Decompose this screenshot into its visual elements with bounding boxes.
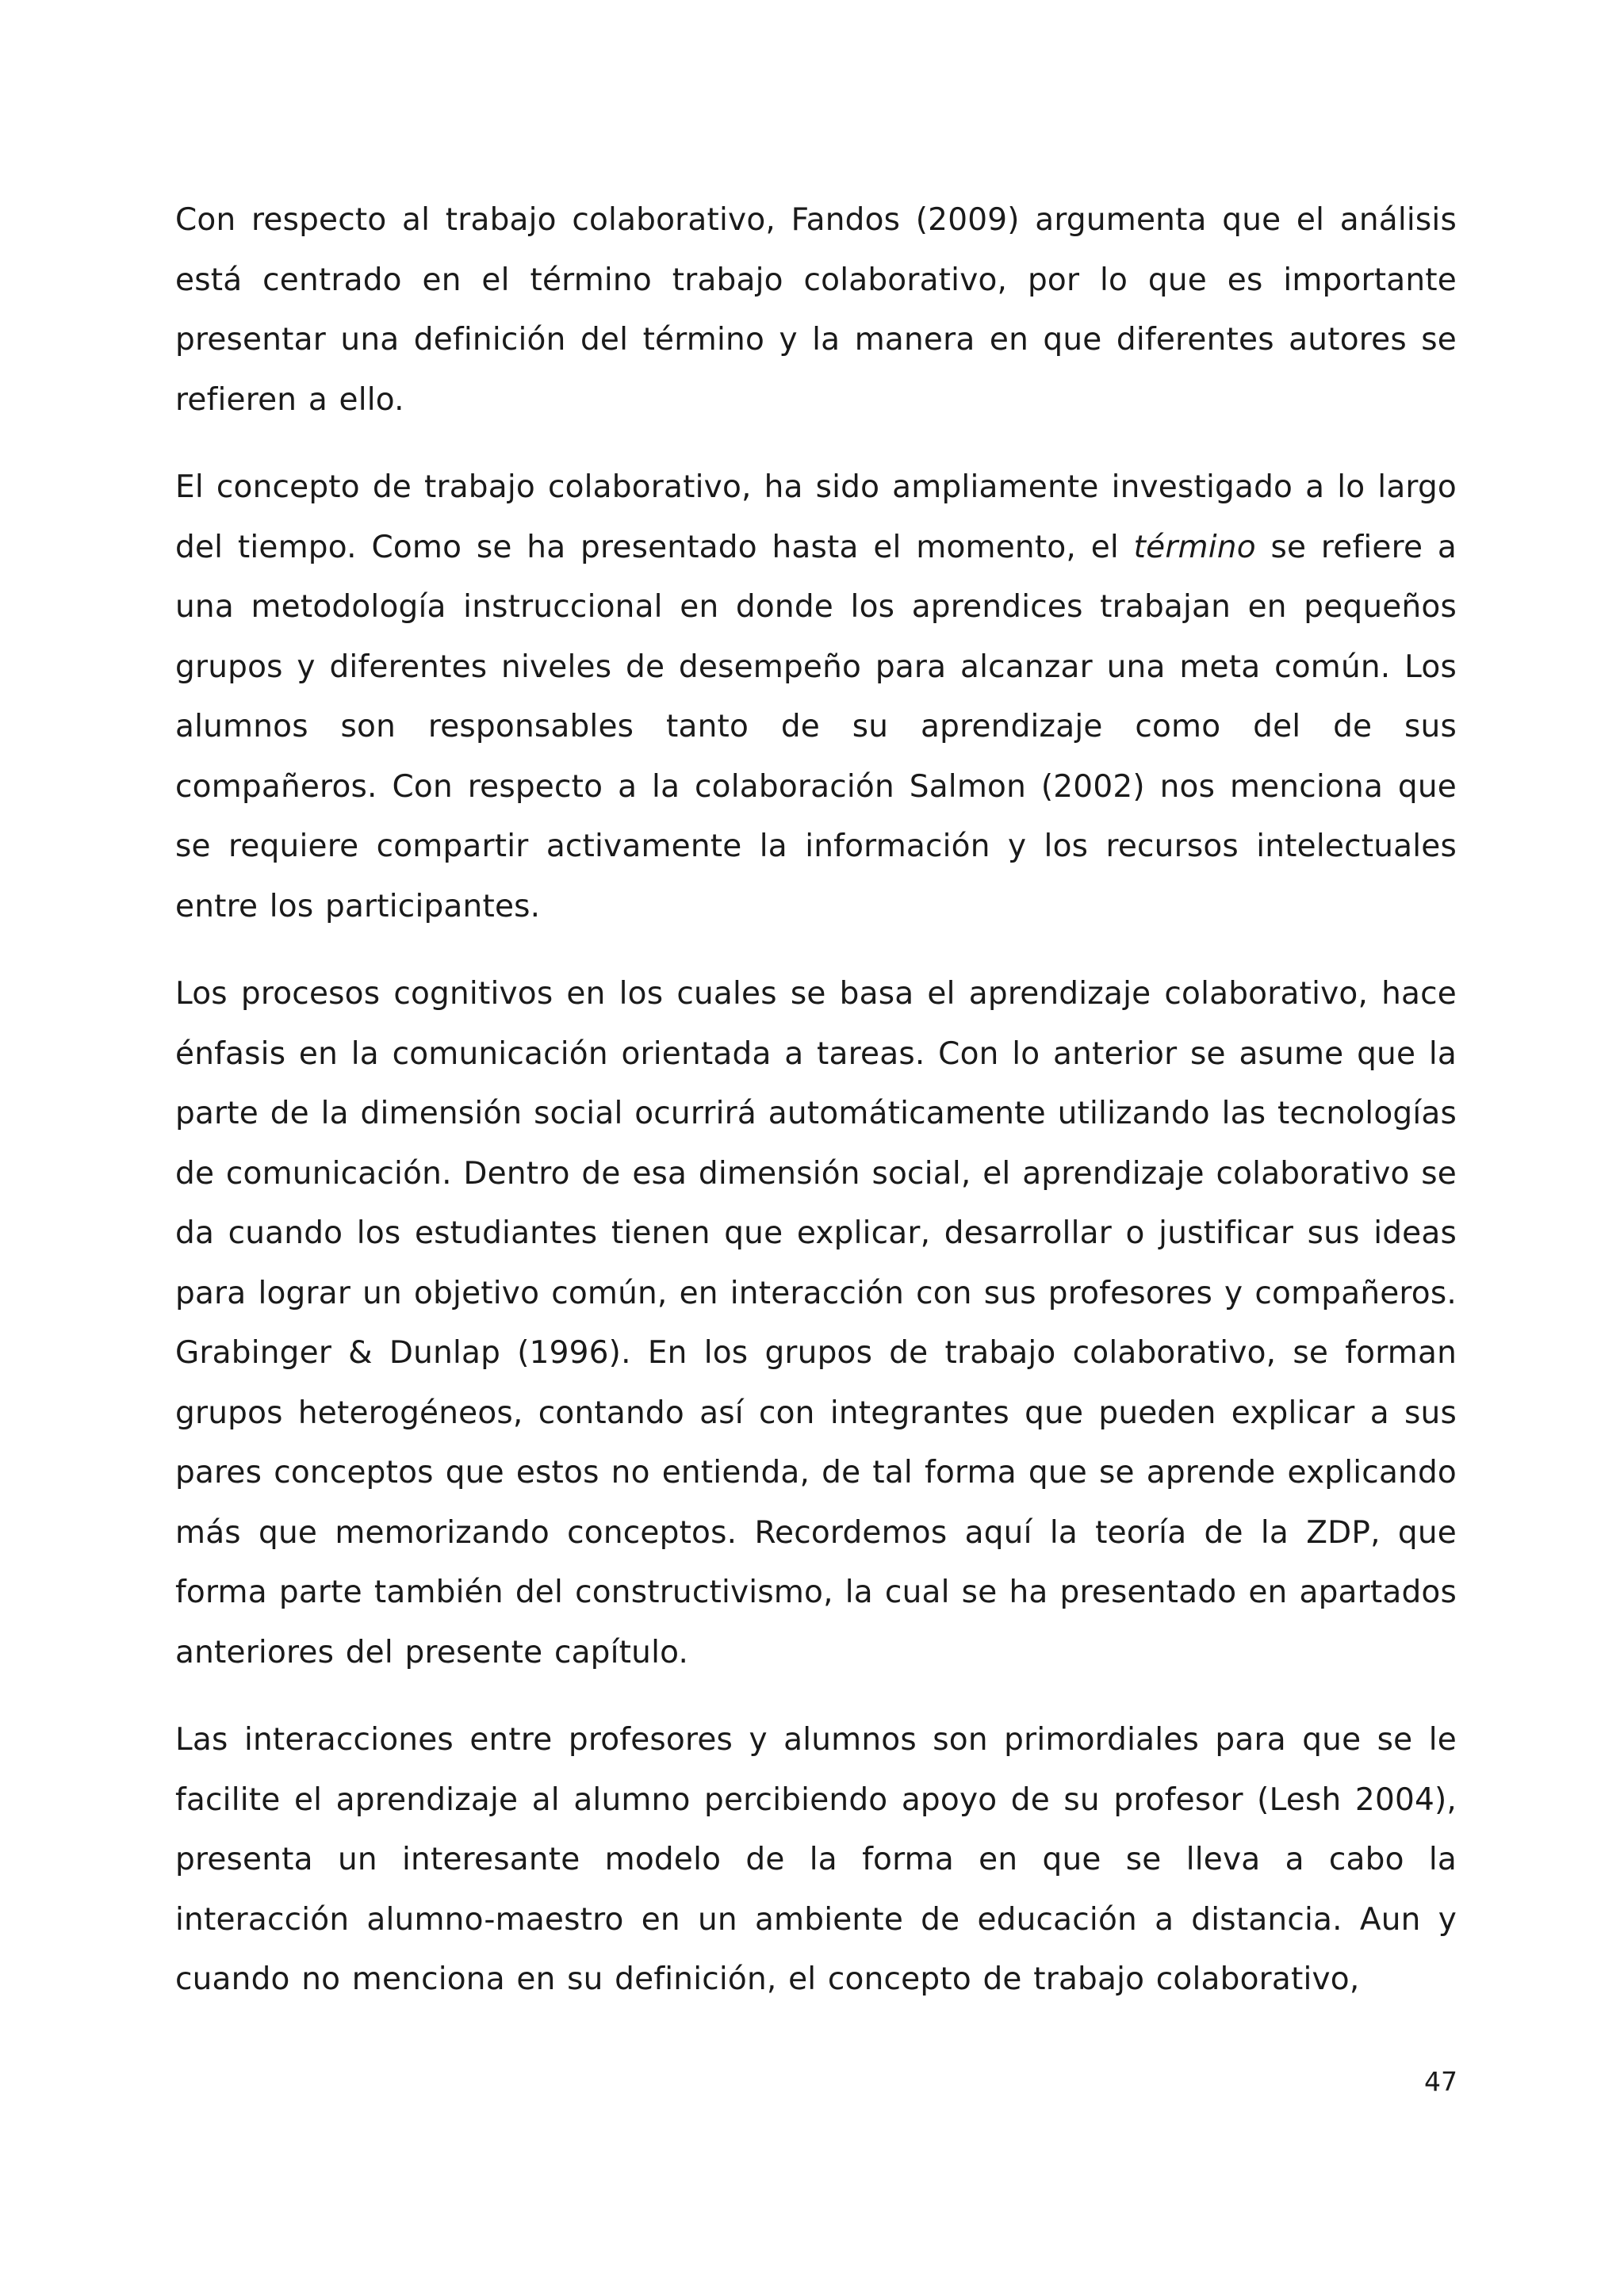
paragraph-4-text: Las interacciones entre profesores y alumnos son primordiales para que se le facilite el aprendizaje al alumno percibiendo apoyo de su profesor (Lesh 2004), presenta un interesante modelo de la forma en que se lleva a cabo la interacción alumno-maestro en un ambiente de educación a distancia. Aun y cuando no menciona en su definición, el concepto de trabajo colaborativo, [175,1722,1457,1997]
paragraph-2-text-end: se refiere a una metodología instruccional en donde los aprendices trabajan en pequeños grupos y diferentes niveles de desempeño para alcanzar una meta común. Los alumnos son responsables tanto de su aprendizaje como del de sus compañeros. Con respecto a la colaboración Salmon (2002) nos menciona que se requiere compartir activamente la información y los recursos intelectuales entre los participantes. [175,529,1457,924]
paragraph-1-text: Con respecto al trabajo colaborativo, Fandos (2009) argumenta que el análisis está centrado en el término trabajo colaborativo, por lo que es importante presentar una definición del término y la manera en que diferentes autores se refieren a ello. [175,202,1457,418]
page-number: 47 [1424,2066,1457,2097]
paragraph-4 [175,1710,1457,2010]
paragraph-3 [175,964,1457,1682]
paragraph-2 [175,457,1457,936]
paragraph-2-text-start: El concepto de trabajo colaborativo, ha sido ampliamente investigado a lo largo del tiempo. Como se ha presentado hasta el momento, el [175,469,1457,565]
paragraph-2-italic-term: término [1133,529,1256,565]
page-body [175,190,1457,2038]
paragraph-3-text: Los procesos cognitivos en los cuales se basa el aprendizaje colaborativo, hace énfasis en la comunicación orientada a tareas. Con lo anterior se asume que la parte de la dimensión social ocurrirá automáticamente utilizando las tecnologías de comunicación. Dentro de esa dimensión social, el aprendizaje colaborativo se da cuando los estudiantes tienen que explicar, desarrollar o justificar sus ideas para lograr un objetivo común, en interacción con sus profesores y compañeros. Grabinger & Dunlap (1996). En los grupos de trabajo colaborativo, se forman grupos heterogéneos, contando así con integrantes que pueden explicar a sus pares conceptos que estos no entienda, de tal forma que se aprende explicando más que memorizando conceptos. Recordemos aquí la teoría de la ZDP, que forma parte también del constructivismo, la cual se ha presentado en apartados anteriores del presente capítulo. [175,976,1457,1670]
paragraph-1 [175,190,1457,430]
